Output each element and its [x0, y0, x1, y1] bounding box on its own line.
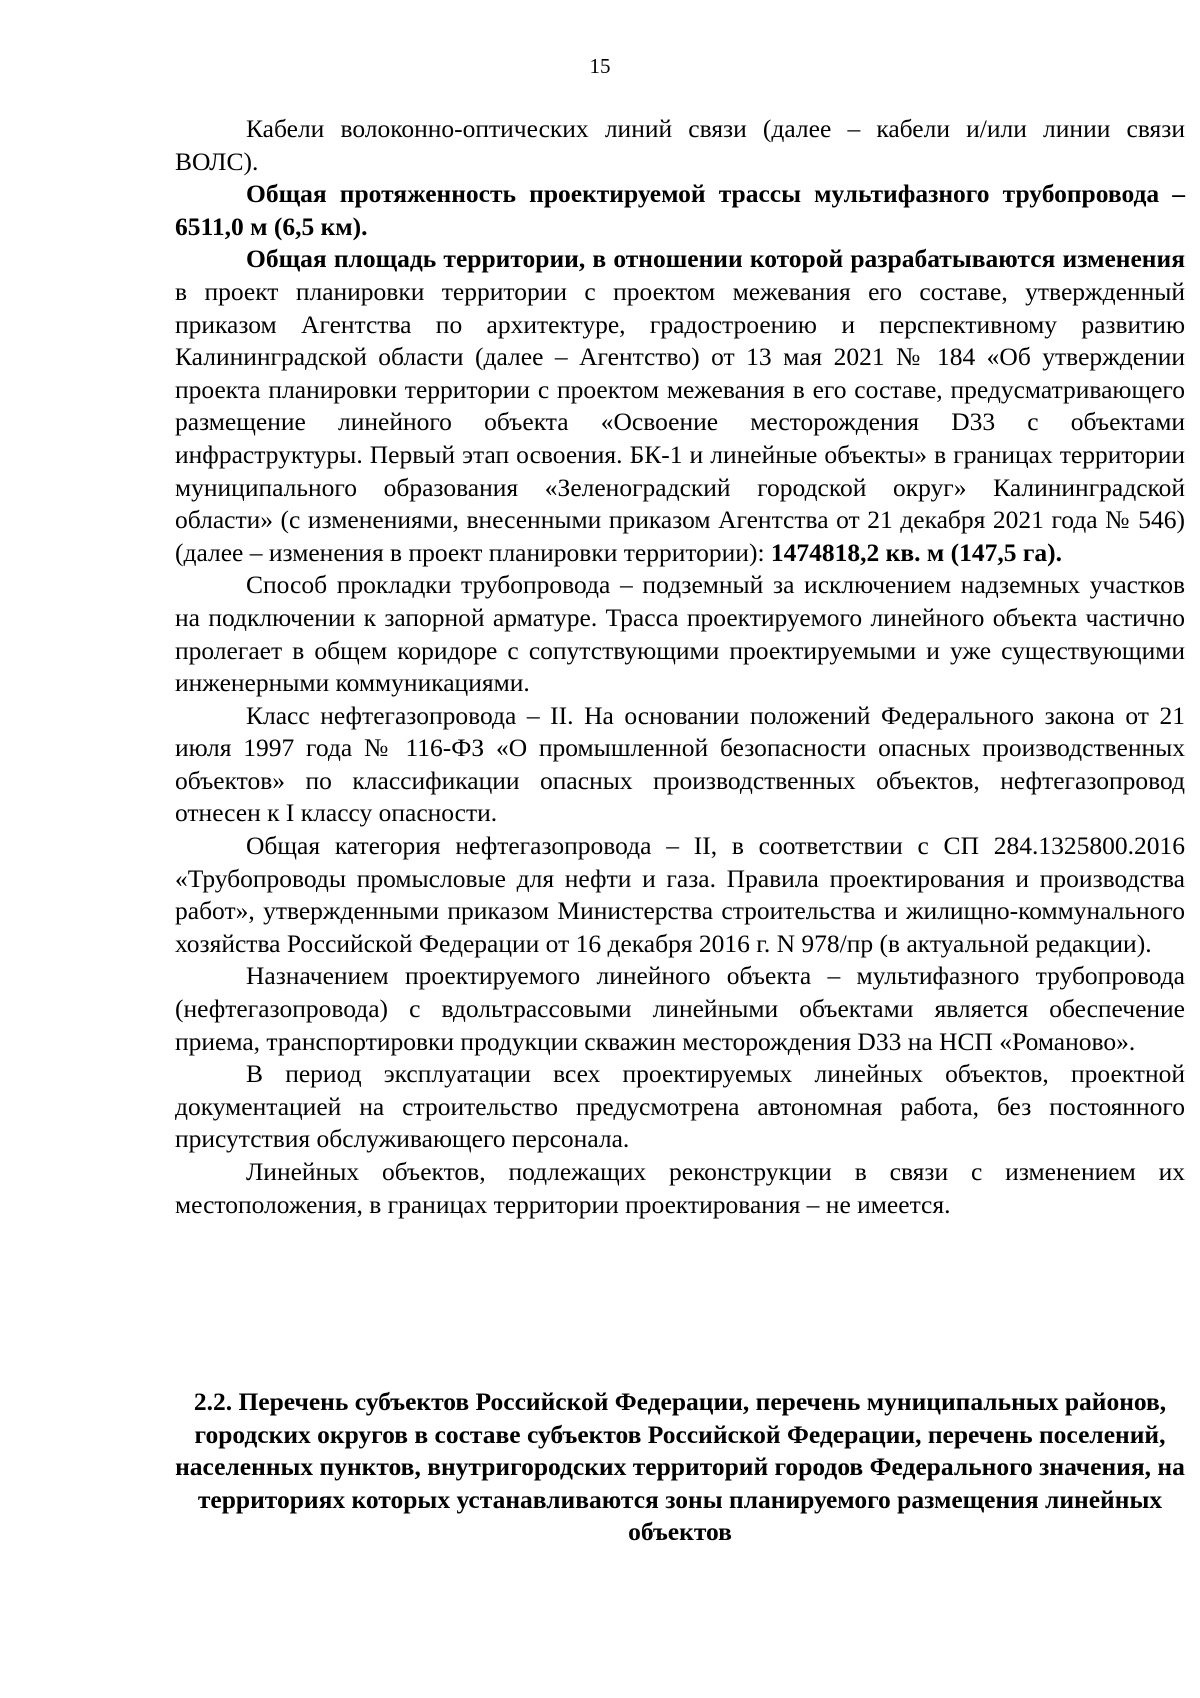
document-body [175, 113, 1185, 1221]
paragraph-operation [175, 1058, 1185, 1156]
paragraph-route-length [175, 178, 1185, 243]
paragraph-text: Класс нефтегазопровода – II. На основании положений Федерального закона от 21 июля 1997 года № 116-ФЗ «О промышленной безопасности опасных производственных объектов» по классификации опасных производственных объектов, нефтегазопровод отнесен к I классу опасности. [175, 700, 1185, 828]
paragraph-laying-method [175, 569, 1185, 699]
paragraph-territory-area [175, 243, 1185, 569]
paragraph-bold-end: 1474818,2 кв. м (147,5 га). [770, 537, 1063, 567]
paragraph-vols-cables [175, 113, 1185, 178]
paragraph-text: Способ прокладки трубопровода – подземный за исключением надземных участков на подключении к запорной арматуре. Трасса проектируемого линейного объекта частично пролегает в общем коридоре с сопутствующими проектируемыми и уже существующими инженерными коммуникациями. [175, 570, 1185, 698]
paragraph-purpose [175, 960, 1185, 1058]
paragraph-reconstruction [175, 1156, 1185, 1221]
paragraph-text: Линейных объектов, подлежащих реконструкции в связи с изменением их местоположения, в границах территории проектирования – не имеется. [175, 1157, 1185, 1219]
page-number: 15 [589, 54, 611, 78]
paragraph-text: В период эксплуатации всех проектируемых линейных объектов, проектной документацией на строительство предусмотрена автономная работа, без постоянного присутствия обслуживающего персонала. [175, 1059, 1185, 1154]
paragraph-text: Назначением проектируемого линейного объекта – мультифазного трубопровода (нефтегазопровода) с вдольтрассовыми линейными объектами является обеспечение приема, транспортировки продукции скважин месторождения D33 на НСП «Романово». [175, 961, 1185, 1056]
paragraph-text: Общая категория нефтегазопровода – II, в соответствии с СП 284.1325800.2016 «Трубопроводы промысловые для нефти и газа. Правила проектирования и производства работ», утвержденными приказом Министерства строительства и жилищно-коммунального хозяйства Российской Федерации от 16 декабря 2016 г. N 978/пр (в актуальной редакции). [175, 831, 1185, 958]
paragraph-pipeline-category [175, 830, 1185, 960]
paragraph-text: Кабели волоконно-оптических линий связи (далее – кабели и/или линии связи ВОЛС). [175, 114, 1185, 176]
paragraph-text: в проект планировки территории с проектом межевания его составе, утвержденный приказом Агентства по архитектуре, градостроению и перспективному развитию Калининградской области (далее – Агентство) от 13 мая 2021 № 184 «Об утверждении проекта планировки территории с проектом межевания в его составе, предусматривающего размещение линейного объекта «Освоение месторождения D33 с объектами инфраструктуры. Первый этап освоения. БК-1 и линейные объекты» в границах территории муниципального образования «Зеленоградский городской округ» Калининградской области» (с изменениями, внесенными приказом Агентства от 21 декабря 2021 года № 546) (далее – изменения в проект планировки территории): [175, 276, 1185, 567]
section-heading: 2.2. Перечень субъектов Российской Федерации, перечень муниципальных районов, городских округов в составе субъектов Российской Федерации, перечень поселений, населенных пунктов, внутригородских территорий городов Федерального значения, на территориях которых устанавливаются зоны планируемого размещения линейных объектов [175, 1387, 1185, 1547]
paragraph-bold-start: Общая площадь территории, в отношении которой разрабатываются изменения [246, 244, 1185, 274]
paragraph-bold-text: Общая протяженность проектируемой трассы мультифазного трубопровода – 6511,0 м (6,5 км). [175, 179, 1185, 241]
paragraph-pipeline-class [175, 700, 1185, 830]
